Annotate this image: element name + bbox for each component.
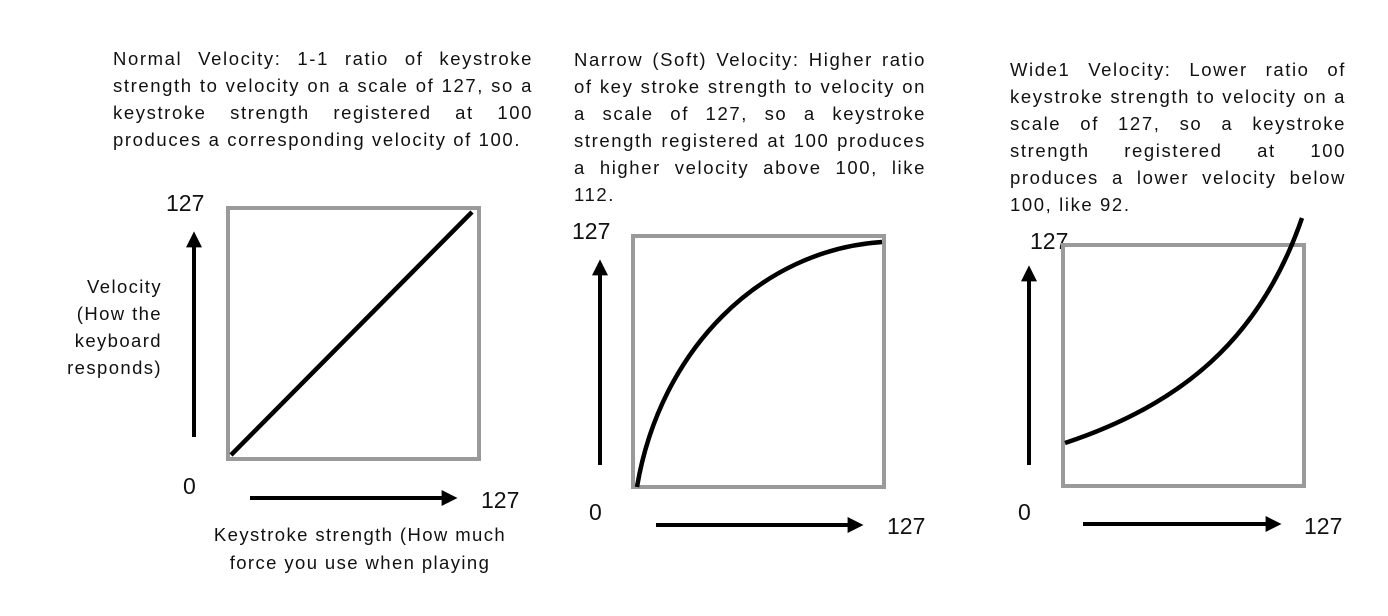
x-axis-label: Keystroke strength (How much force you use when playing: [213, 524, 507, 573]
panel-wide-graph: [1029, 218, 1304, 524]
panel-wide-origin-label: 0: [1018, 499, 1031, 525]
panel-wide-y-max-label: 127: [1030, 228, 1069, 254]
panel-narrow-frame: [633, 236, 884, 487]
panel-normal-graph: [194, 208, 479, 498]
panel-narrow-x-max-label: 127: [887, 513, 926, 539]
panel-narrow-velocity-curve: [637, 242, 882, 487]
panel-normal-x-max-label: 127: [481, 487, 520, 513]
panel-narrow-graph: [600, 236, 884, 525]
panel-wide-velocity-curve: [1065, 218, 1302, 443]
panel-wide-description: Wide1 Velocity: Lower ratio of keystroke strength to velocity on a scale of 127, so a keystroke strength registered at 100 produces a lower velocity below 100, like 92.: [1010, 59, 1346, 215]
panel-narrow-origin-label: 0: [589, 499, 602, 525]
panel-narrow-description: Narrow (Soft) Velocity: Higher ratio of key stroke strength to velocity on a scale of 127, so a keystroke strength registered at 100 produces a higher velocity above 100, like 112.: [574, 49, 926, 205]
y-axis-label: Velocity (How the keyboard responds): [67, 276, 162, 378]
panel-normal-description: Normal Velocity: 1-1 ratio of keystroke strength to velocity on a scale of 127, so a keystroke strength registered at 100 produces a corresponding velocity of 100.: [113, 48, 533, 150]
panel-normal-y-max-label: 127: [166, 190, 205, 216]
panel-normal-origin-label: 0: [183, 473, 196, 499]
panel-normal-velocity-curve: [231, 212, 472, 455]
panel-wide-frame: [1063, 245, 1304, 486]
panel-wide-x-max-label: 127: [1304, 513, 1343, 539]
panel-narrow-y-max-label: 127: [572, 218, 611, 244]
